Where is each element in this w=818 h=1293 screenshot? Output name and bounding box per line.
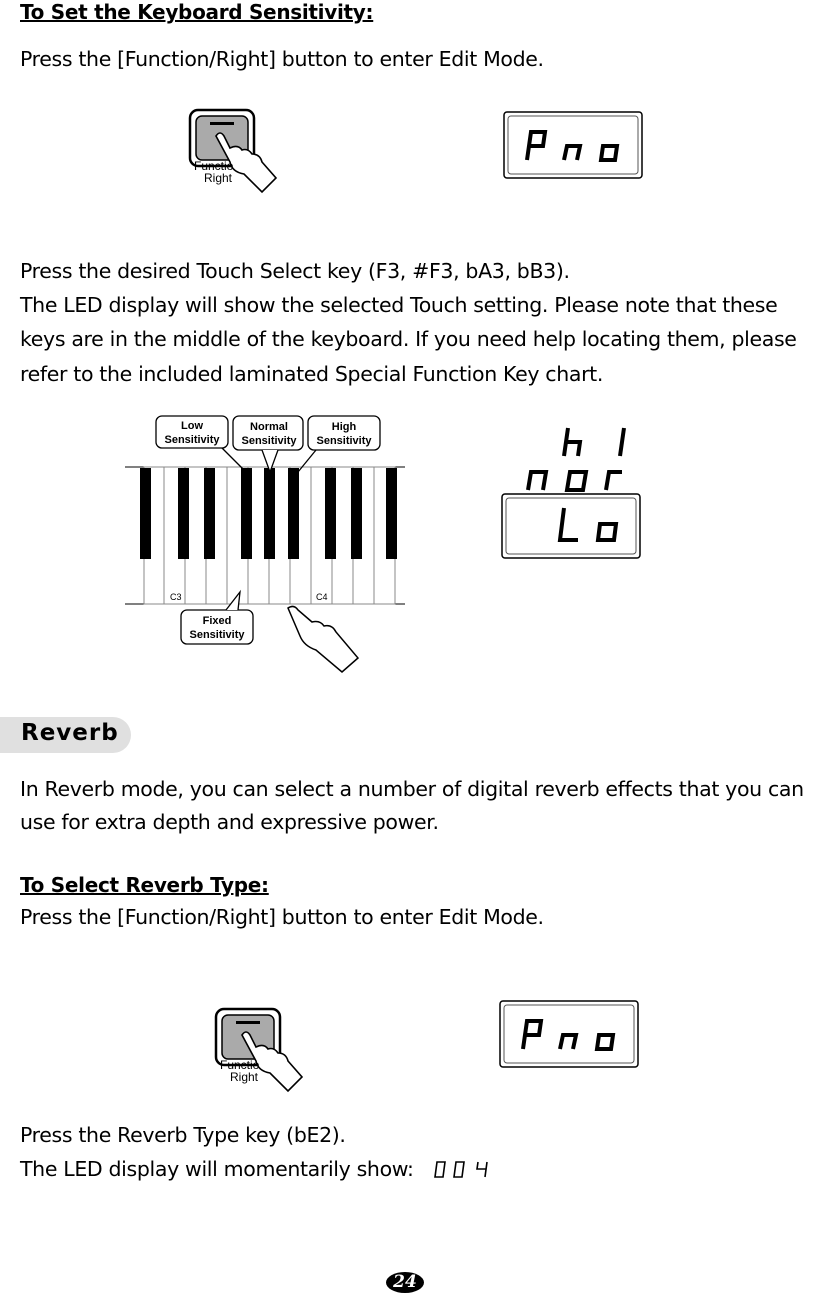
led-display-pno xyxy=(503,111,643,179)
hand-icon xyxy=(288,606,358,672)
svg-text:Normal: Normal xyxy=(250,421,288,433)
led-display-sensitivity-options xyxy=(500,420,645,560)
c3-key-label: C3 xyxy=(170,592,182,602)
step-enter-edit-mode: Press the [Function/Right] button to enter Edit Mode. xyxy=(20,47,544,71)
svg-text:Fixed: Fixed xyxy=(202,615,232,627)
svg-text:Low: Low xyxy=(181,420,203,432)
led-display-pno-2 xyxy=(499,1000,639,1068)
function-label: Functio xyxy=(194,159,234,173)
function-right-button-illustration-2 xyxy=(214,1007,334,1091)
led-value-004 xyxy=(434,1160,494,1180)
reverb-step-led-shows: The LED display will momentarily show: xyxy=(20,1157,414,1181)
right-label: Right xyxy=(204,171,233,185)
page-number: 24 xyxy=(386,1272,424,1293)
para-line: refer to the included laminated Special Function Key chart. xyxy=(20,362,604,386)
para-line: The LED display will show the selected Touch setting. Please note that these xyxy=(20,293,778,317)
reverb-step-enter-edit-mode: Press the [Function/Right] button to enter Edit Mode. xyxy=(20,905,544,929)
reverb-step-press-key: Press the Reverb Type key (bE2). xyxy=(20,1123,346,1147)
function-label: Functio xyxy=(220,1058,260,1072)
normal-sensitivity-callout xyxy=(233,416,303,472)
svg-text:Sensitivity: Sensitivity xyxy=(164,434,220,446)
reverb-intro-line: In Reverb mode, you can select a number of digital reverb effects that you can xyxy=(20,777,804,801)
reverb-intro-line: use for extra depth and expressive power. xyxy=(20,810,439,834)
c4-key-label: C4 xyxy=(316,592,328,602)
reverb-section-title: Reverb xyxy=(0,717,131,753)
function-right-button-illustration xyxy=(188,108,308,190)
high-sensitivity-callout xyxy=(298,416,380,472)
keyboard-sensitivity-heading: To Set the Keyboard Sensitivity: xyxy=(20,0,374,24)
svg-text:Sensitivity: Sensitivity xyxy=(241,435,297,447)
black-keys xyxy=(140,468,397,559)
select-reverb-type-heading: To Select Reverb Type: xyxy=(20,873,269,897)
svg-text:High: High xyxy=(331,421,357,433)
svg-text:Sensitivity: Sensitivity xyxy=(189,629,245,641)
led-nor xyxy=(528,472,622,490)
low-sensitivity-callout xyxy=(156,416,244,470)
right-label: Right xyxy=(230,1070,259,1084)
led-hi xyxy=(564,428,624,456)
svg-text:Sensitivity: Sensitivity xyxy=(316,435,372,447)
keyboard-diagram xyxy=(120,412,410,672)
para-line: Press the desired Touch Select key (F3, #F3, bA3, bB3). xyxy=(20,259,570,283)
para-line: keys are in the middle of the keyboard. If you need help locating them, please xyxy=(20,327,797,351)
